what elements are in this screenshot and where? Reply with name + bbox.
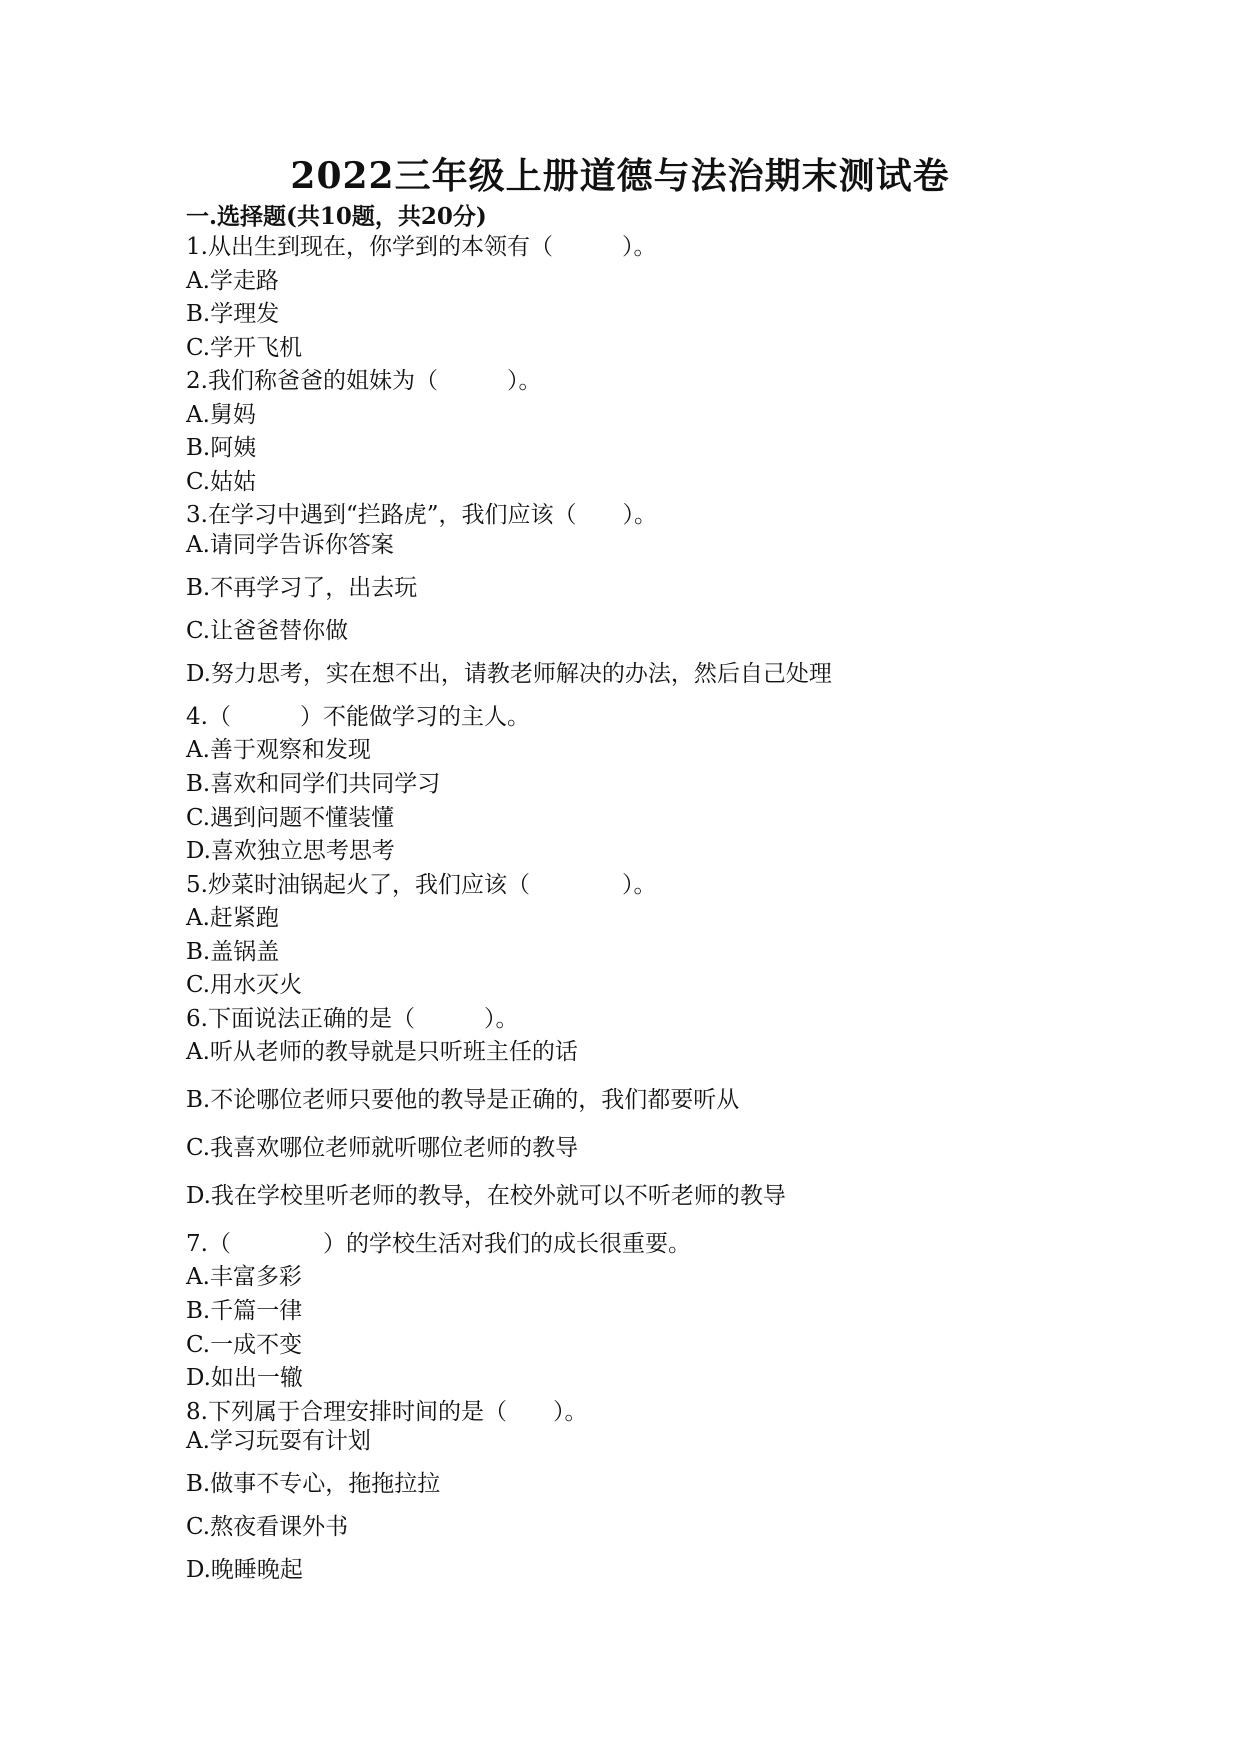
option: C.遇到问题不懂装懂 (186, 805, 395, 831)
question-stem: 4.（ ）不能做学习的主人。 (186, 704, 530, 730)
option: A.学走路 (186, 268, 279, 294)
option: B.学理发 (186, 301, 280, 327)
option: A.赶紧跑 (186, 905, 279, 931)
option: D.努力思考，实在想不出，请教老师解决的办法，然后自己处理 (186, 661, 832, 687)
question-stem: 3.在学习中遇到“拦路虎”，我们应该（ ）。 (186, 502, 657, 528)
question-stem: 7.（ ）的学校生活对我们的成长很重要。 (186, 1231, 691, 1257)
option: D.如出一辙 (186, 1365, 303, 1391)
option: A.舅妈 (186, 402, 256, 428)
option: C.熬夜看课外书 (186, 1514, 349, 1540)
option: C.我喜欢哪位老师就听哪位老师的教导 (186, 1135, 579, 1161)
option: A.学习玩耍有计划 (186, 1428, 371, 1454)
option: C.姑姑 (186, 469, 257, 495)
option: C.让爸爸替你做 (186, 618, 349, 644)
page-title: 2022三年级上册道德与法治期末测试卷 (290, 155, 950, 197)
question-stem: 5.炒菜时油锅起火了，我们应该（ ）。 (186, 872, 657, 898)
option: A.请同学告诉你答案 (186, 532, 394, 558)
option: C.用水灭火 (186, 972, 303, 998)
option: B.千篇一律 (186, 1298, 303, 1324)
question-stem: 1.从出生到现在，你学到的本领有（ ）。 (186, 234, 657, 260)
option: D.喜欢独立思考思考 (186, 838, 395, 864)
option: A.丰富多彩 (186, 1264, 302, 1290)
option: D.晚睡晚起 (186, 1557, 303, 1583)
option: A.善于观察和发现 (186, 737, 371, 763)
option: B.不论哪位老师只要他的教导是正确的，我们都要听从 (186, 1087, 740, 1113)
option: B.盖锅盖 (186, 939, 280, 965)
option: B.阿姨 (186, 435, 257, 461)
question-stem: 6.下面说法正确的是（ ）。 (186, 1006, 519, 1032)
option: B.做事不专心，拖拖拉拉 (186, 1471, 441, 1497)
question-stem: 8.下列属于合理安排时间的是（ ）。 (186, 1399, 588, 1425)
option: C.一成不变 (186, 1332, 303, 1358)
option: A.听从老师的教导就是只听班主任的话 (186, 1039, 578, 1065)
option: B.不再学习了，出去玩 (186, 575, 418, 601)
question-stem: 2.我们称爸爸的姐妹为（ ）。 (186, 368, 542, 394)
section-heading: 一.选择题(共10题，共20分) (186, 203, 487, 230)
option: D.我在学校里听老师的教导，在校外就可以不听老师的教导 (186, 1183, 786, 1209)
option: C.学开飞机 (186, 335, 303, 361)
option: B.喜欢和同学们共同学习 (186, 771, 441, 797)
